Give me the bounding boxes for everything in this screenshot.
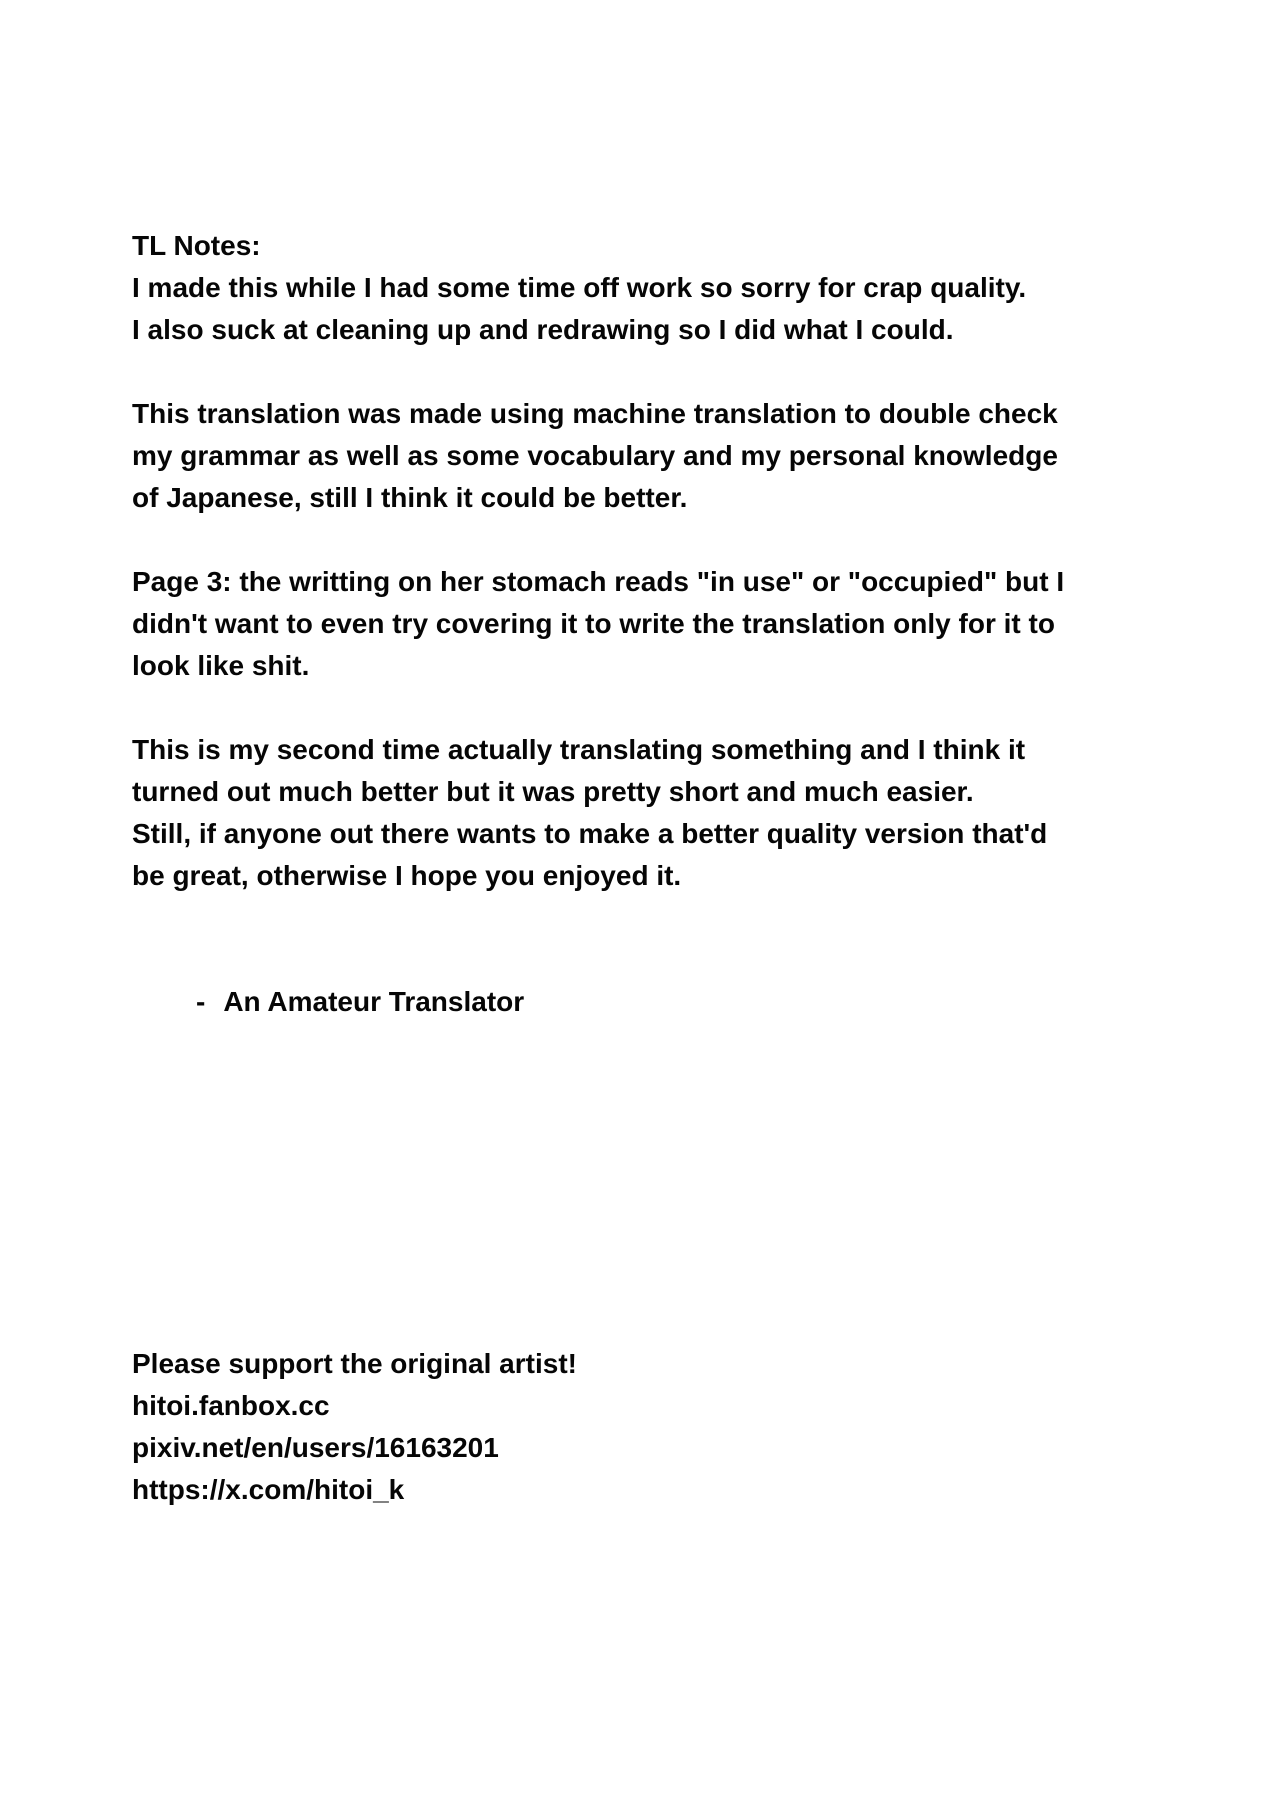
note-line: I also suck at cleaning up and redrawing so I did what I could. bbox=[132, 314, 954, 345]
signature-dash: - bbox=[196, 986, 206, 1017]
support-block bbox=[132, 1343, 1200, 1511]
tl-notes-heading: TL Notes: bbox=[132, 230, 261, 261]
note-line: Still, if anyone out there wants to make a better quality version that'd bbox=[132, 818, 1048, 849]
page-content bbox=[132, 225, 1200, 1511]
note-line: Page 3: the writting on her stomach reads "in use" or "occupied" but I bbox=[132, 566, 1065, 597]
closing-paragraph bbox=[132, 729, 1200, 897]
note-line: didn't want to even try covering it to write the translation only for it to bbox=[132, 608, 1055, 639]
note-line: This is my second time actually translating something and I think it bbox=[132, 734, 1026, 765]
support-heading: Please support the original artist! bbox=[132, 1348, 577, 1379]
note-line: I made this while I had some time off work so sorry for crap quality. bbox=[132, 272, 1027, 303]
note-line: look like shit. bbox=[132, 650, 310, 681]
signature-text: An Amateur Translator bbox=[223, 986, 525, 1017]
translation-method-paragraph bbox=[132, 393, 1200, 519]
note-line: This translation was made using machine translation to double check bbox=[132, 398, 1058, 429]
note-line: turned out much better but it was pretty short and much easier. bbox=[132, 776, 974, 807]
support-link-fanbox: hitoi.fanbox.cc bbox=[132, 1390, 330, 1421]
support-link-x: https://x.com/hitoi_k bbox=[132, 1474, 405, 1505]
intro-paragraph bbox=[132, 225, 1200, 351]
note-line: of Japanese, still I think it could be better. bbox=[132, 482, 688, 513]
signature bbox=[196, 981, 1200, 1023]
note-line: my grammar as well as some vocabulary and my personal knowledge bbox=[132, 440, 1058, 471]
note-line: be great, otherwise I hope you enjoyed it. bbox=[132, 860, 682, 891]
support-link-pixiv: pixiv.net/en/users/16163201 bbox=[132, 1432, 499, 1463]
page3-note-paragraph bbox=[132, 561, 1200, 687]
